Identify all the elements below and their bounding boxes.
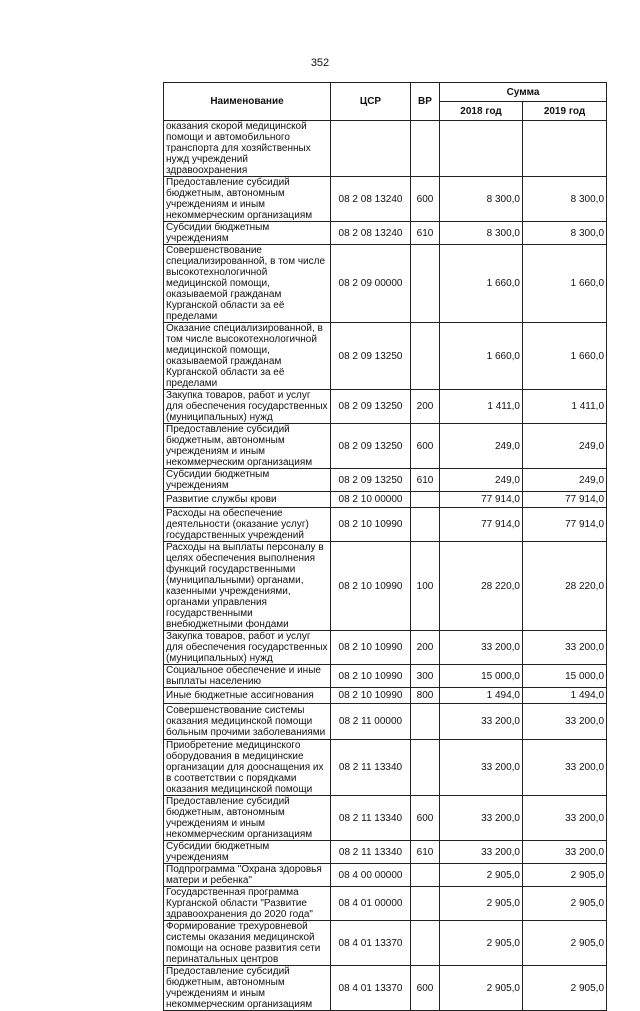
row-vr-cell	[411, 121, 440, 177]
row-csr-cell: 08 2 10 10990	[331, 508, 411, 542]
row-2019-cell: 1 494,0	[523, 688, 607, 704]
row-2019-cell: 77 914,0	[523, 508, 607, 542]
row-vr-cell	[411, 740, 440, 796]
row-vr-cell: 600	[411, 796, 440, 841]
header-year-2018: 2018 год	[440, 102, 523, 121]
row-2019-cell: 33 200,0	[523, 796, 607, 841]
row-2019-cell: 15 000,0	[523, 665, 607, 688]
table-row	[164, 665, 607, 688]
row-2019-cell: 2 905,0	[523, 864, 607, 887]
row-vr-cell: 200	[411, 631, 440, 665]
row-vr-cell	[411, 887, 440, 921]
row-vr-cell: 600	[411, 177, 440, 222]
row-2018-cell: 8 300,0	[440, 222, 523, 245]
table-row	[164, 796, 607, 841]
row-csr-cell: 08 2 10 10990	[331, 631, 411, 665]
row-csr-cell: 08 2 08 13240	[331, 222, 411, 245]
row-name-cell: Закупка товаров, работ и услуг для обеспечения государственных (муниципальных) нужд	[164, 390, 331, 424]
row-csr-cell	[331, 121, 411, 177]
table-row	[164, 469, 607, 492]
table-row	[164, 542, 607, 631]
row-csr-cell: 08 2 10 10990	[331, 542, 411, 631]
row-csr-cell: 08 4 00 00000	[331, 864, 411, 887]
row-2019-cell: 2 905,0	[523, 921, 607, 966]
table-row	[164, 704, 607, 740]
row-name-cell: Государственная программа Курганской области "Развитие здравоохранения до 2020 года"	[164, 887, 331, 921]
budget-table	[163, 82, 607, 1011]
table-body	[164, 121, 607, 1011]
table-row	[164, 688, 607, 704]
row-2019-cell: 1 411,0	[523, 390, 607, 424]
row-2018-cell: 1 494,0	[440, 688, 523, 704]
row-2018-cell: 2 905,0	[440, 864, 523, 887]
row-2018-cell: 8 300,0	[440, 177, 523, 222]
row-2019-cell: 8 300,0	[523, 177, 607, 222]
row-name-cell: Расходы на выплаты персоналу в целях обеспечения выполнения функций государственными (муниципальными) органами, казенными учреждениями, органами управления государственными внебюджетными фондами	[164, 542, 331, 631]
header-sum: Сумма	[440, 83, 607, 102]
row-name-cell: Приобретение медицинского оборудования в медицинские организации для дооснащения их в соответствии с порядками оказания медицинской помощи	[164, 740, 331, 796]
table-row	[164, 966, 607, 1011]
row-vr-cell: 600	[411, 424, 440, 469]
row-2019-cell	[523, 121, 607, 177]
row-name-cell: Развитие службы крови	[164, 492, 331, 508]
row-2018-cell: 77 914,0	[440, 508, 523, 542]
row-name-cell: Предоставление субсидий бюджетным, автономным учреждениям и иным некоммерческим организациям	[164, 177, 331, 222]
row-2018-cell: 33 200,0	[440, 631, 523, 665]
row-name-cell: Субсидии бюджетным учреждениям	[164, 469, 331, 492]
row-vr-cell: 610	[411, 841, 440, 864]
table-row	[164, 740, 607, 796]
row-name-cell: оказания скорой медицинской помощи и автомобильного транспорта для хозяйственных нужд учреждений здравоохранения	[164, 121, 331, 177]
table-row	[164, 177, 607, 222]
row-name-cell: Подпрограмма "Охрана здоровья матери и ребенка"	[164, 864, 331, 887]
row-name-cell: Предоставление субсидий бюджетным, автономным учреждениям и иным некоммерческим организациям	[164, 424, 331, 469]
row-2019-cell: 249,0	[523, 469, 607, 492]
row-2018-cell: 28 220,0	[440, 542, 523, 631]
row-2019-cell: 77 914,0	[523, 492, 607, 508]
row-2018-cell: 77 914,0	[440, 492, 523, 508]
row-2018-cell: 1 411,0	[440, 390, 523, 424]
row-2018-cell: 1 660,0	[440, 245, 523, 323]
row-2019-cell: 249,0	[523, 424, 607, 469]
row-2019-cell: 1 660,0	[523, 323, 607, 390]
row-vr-cell: 610	[411, 222, 440, 245]
table-header	[164, 83, 607, 121]
row-name-cell: Социальное обеспечение и иные выплаты населению	[164, 665, 331, 688]
table-row	[164, 631, 607, 665]
table-row	[164, 508, 607, 542]
header-year-2019: 2019 год	[523, 102, 607, 121]
row-2019-cell: 33 200,0	[523, 704, 607, 740]
row-csr-cell: 08 2 09 13250	[331, 424, 411, 469]
row-name-cell: Иные бюджетные ассигнования	[164, 688, 331, 704]
table-row	[164, 323, 607, 390]
row-csr-cell: 08 2 09 00000	[331, 245, 411, 323]
row-vr-cell: 100	[411, 542, 440, 631]
row-csr-cell: 08 2 11 13340	[331, 740, 411, 796]
row-csr-cell: 08 4 01 13370	[331, 966, 411, 1011]
row-name-cell: Расходы на обеспечение деятельности (оказание услуг) государственных учреждений	[164, 508, 331, 542]
row-vr-cell: 610	[411, 469, 440, 492]
row-name-cell: Совершенствование системы оказания медицинской помощи больным прочими заболеваниями	[164, 704, 331, 740]
row-csr-cell: 08 2 08 13240	[331, 177, 411, 222]
row-vr-cell	[411, 864, 440, 887]
row-vr-cell	[411, 323, 440, 390]
row-2018-cell	[440, 121, 523, 177]
row-csr-cell: 08 4 01 13370	[331, 921, 411, 966]
row-csr-cell: 08 4 01 00000	[331, 887, 411, 921]
row-2018-cell: 33 200,0	[440, 704, 523, 740]
row-2018-cell: 33 200,0	[440, 841, 523, 864]
header-vr: ВР	[411, 83, 440, 121]
table-row	[164, 390, 607, 424]
header-name: Наименование	[164, 83, 331, 121]
row-2019-cell: 2 905,0	[523, 887, 607, 921]
table-row	[164, 864, 607, 887]
row-2019-cell: 33 200,0	[523, 740, 607, 796]
table-row	[164, 222, 607, 245]
row-vr-cell: 300	[411, 665, 440, 688]
row-2018-cell: 33 200,0	[440, 796, 523, 841]
row-2019-cell: 2 905,0	[523, 966, 607, 1011]
row-csr-cell: 08 2 09 13250	[331, 469, 411, 492]
row-name-cell: Предоставление субсидий бюджетным, автономным учреждениям и иным некоммерческим организациям	[164, 966, 331, 1011]
row-name-cell: Оказание специализированной, в том числе высокотехнологичной медицинской помощи, оказываемой гражданам Курганской области за её пределами	[164, 323, 331, 390]
row-2018-cell: 33 200,0	[440, 740, 523, 796]
table-row	[164, 887, 607, 921]
row-csr-cell: 08 2 10 10990	[331, 665, 411, 688]
row-2018-cell: 2 905,0	[440, 921, 523, 966]
row-vr-cell	[411, 704, 440, 740]
row-2018-cell: 2 905,0	[440, 887, 523, 921]
row-csr-cell: 08 2 11 13340	[331, 841, 411, 864]
header-csr: ЦСР	[331, 83, 411, 121]
row-vr-cell: 600	[411, 966, 440, 1011]
row-name-cell: Субсидии бюджетным учреждениям	[164, 841, 331, 864]
table-row	[164, 492, 607, 508]
row-2018-cell: 249,0	[440, 469, 523, 492]
row-csr-cell: 08 2 10 10990	[331, 688, 411, 704]
row-vr-cell: 200	[411, 390, 440, 424]
table-row	[164, 921, 607, 966]
row-name-cell: Субсидии бюджетным учреждениям	[164, 222, 331, 245]
row-name-cell: Закупка товаров, работ и услуг для обеспечения государственных (муниципальных) нужд	[164, 631, 331, 665]
row-vr-cell	[411, 921, 440, 966]
row-csr-cell: 08 2 10 00000	[331, 492, 411, 508]
row-2018-cell: 1 660,0	[440, 323, 523, 390]
row-2018-cell: 15 000,0	[440, 665, 523, 688]
row-csr-cell: 08 2 09 13250	[331, 390, 411, 424]
row-vr-cell	[411, 492, 440, 508]
row-csr-cell: 08 2 09 13250	[331, 323, 411, 390]
table-row	[164, 245, 607, 323]
row-vr-cell	[411, 508, 440, 542]
row-name-cell: Совершенствование специализированной, в том числе высокотехнологичной медицинской помощи, оказываемой гражданам Курганской области за её пределами	[164, 245, 331, 323]
row-2019-cell: 1 660,0	[523, 245, 607, 323]
table-row	[164, 424, 607, 469]
page-number: 352	[310, 57, 330, 69]
row-name-cell: Предоставление субсидий бюджетным, автономным учреждениям и иным некоммерческим организациям	[164, 796, 331, 841]
table-row	[164, 121, 607, 177]
row-vr-cell: 800	[411, 688, 440, 704]
row-2019-cell: 28 220,0	[523, 542, 607, 631]
row-2019-cell: 8 300,0	[523, 222, 607, 245]
row-2018-cell: 2 905,0	[440, 966, 523, 1011]
row-csr-cell: 08 2 11 13340	[331, 796, 411, 841]
row-csr-cell: 08 2 11 00000	[331, 704, 411, 740]
row-name-cell: Формирование трехуровневой системы оказания медицинской помощи на основе развития сети перинатальных центров	[164, 921, 331, 966]
row-2019-cell: 33 200,0	[523, 841, 607, 864]
row-2018-cell: 249,0	[440, 424, 523, 469]
row-vr-cell	[411, 245, 440, 323]
row-2019-cell: 33 200,0	[523, 631, 607, 665]
table-row	[164, 841, 607, 864]
